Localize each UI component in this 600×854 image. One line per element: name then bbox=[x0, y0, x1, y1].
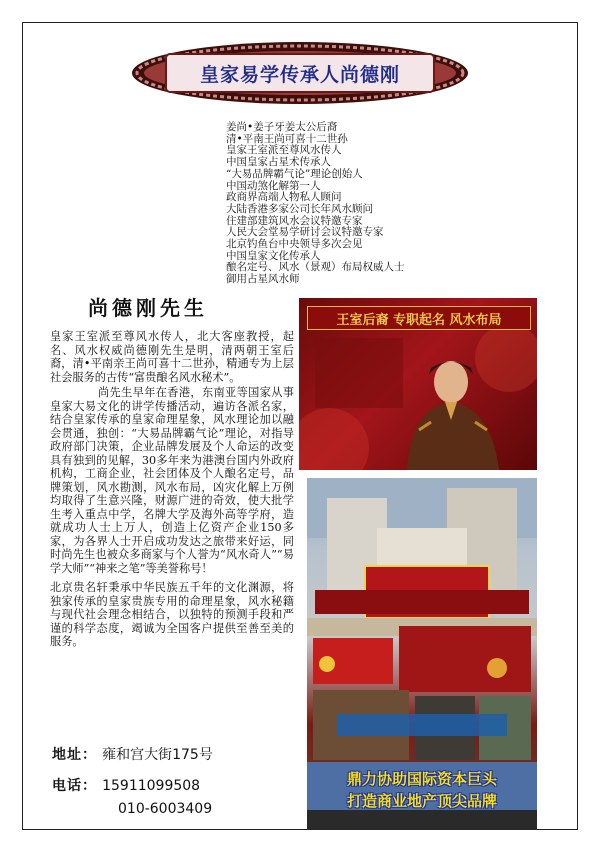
bio-paragraph-3: 北京贵名轩秉承中华民族五千年的文化渊源，将独家传承的皇家贵族专用的命理星象，风水秘籍与现代社会理念相结合，以独特的预测手段和严谨的科学态度，竭诚为全国客户提供至善至美的服务。 bbox=[50, 581, 294, 648]
credential-item: 御用占星风水师 bbox=[226, 273, 300, 286]
credential-item: 人民大会堂易学研讨会议特邀专家 bbox=[226, 226, 384, 239]
address-line bbox=[52, 744, 312, 764]
bio-paragraph-2: 尚先生早年在香港，东南亚等国家从事皇家大易文化的讲学传播活动，遍访各派名家，结合皇家传承的皇家命理星象，风水理论加以融会贯通，独创：“大易品牌霸气论”理论，对指导政府部门决策，企业品牌发展及个人命运的改变具有独到的见解，30多年来为港澳台国内外政府机构，工商企业，社会团体及个人酿名定号，品牌策划，风水勘测，风水布局，凶灾化解上万例均取得了生意兴隆，财源广进的奇效，使大批学生考入重点中学，名牌大学及海外高等学府，造就成功人士上万人，创造上亿资产企业150多家，为各界人士开启成功发达之旅带来好运，同时尚先生也被众多商家与个人誉为“风水奇人”“易学大师”“神来之笔”等美誉称号！ bbox=[50, 386, 294, 575]
slogan-line-1: 鼎力协助国际资本巨头 bbox=[346, 770, 497, 788]
credential-item: 酿名定号、风水（景观）布局权威人士 bbox=[226, 261, 405, 274]
credential-item: 姜尚•姜子牙姜太公后裔 bbox=[226, 121, 338, 133]
slogan-line-2: 打造商业地产顶尖品牌 bbox=[346, 792, 497, 810]
credential-item: 中国动煞化解第一人 bbox=[226, 179, 321, 192]
credential-item: 住建部建筑风水会议特邀专家 bbox=[226, 214, 363, 227]
phone-line bbox=[52, 775, 312, 795]
credential-item: 大陆香港多家公司长年风水顾问 bbox=[226, 202, 373, 215]
credential-item: 中国皇家文化传承人 bbox=[226, 249, 321, 262]
bio-paragraph-1: 皇家王室派至尊风水传人，北大客座教授，起名、风水权威尚德刚先生是明，清两朝王室后裔，清•平南亲王尚可喜十二世孙，精通专为上层社会服务的古传“富贵酿名风水秘术”。 bbox=[50, 330, 294, 384]
address-value: 雍和宫大街175号 bbox=[102, 747, 213, 763]
portrait-banner: 王室后裔 专职起名 风水布局 bbox=[307, 306, 531, 330]
phone-number-1: 15911099508 bbox=[102, 778, 201, 794]
biography bbox=[50, 330, 294, 651]
address-label: 地址： bbox=[52, 747, 97, 763]
credential-item: “大易品牌霸气论”理论创始人 bbox=[226, 167, 363, 180]
credential-item: 中国皇家占星术传承人 bbox=[226, 156, 331, 169]
page-title: 皇家易学传承人尚德刚 bbox=[199, 63, 400, 86]
phone-number-2: 010-6003409 bbox=[118, 801, 213, 817]
credential-item: 皇家王室派至尊风水传人 bbox=[226, 144, 342, 157]
phone-label: 电话： bbox=[52, 778, 97, 794]
credentials-list bbox=[226, 122, 526, 286]
portrait-photo bbox=[299, 298, 537, 470]
title-banner bbox=[130, 40, 470, 106]
credential-item: 北京钓鱼台中央领导多次会见 bbox=[226, 238, 363, 251]
event-collage-photo bbox=[307, 478, 537, 830]
credential-item: 政商界高端人物私人顾问 bbox=[226, 191, 342, 204]
credential-item: 清•平南王尚可喜十二世孙 bbox=[226, 132, 348, 145]
name-heading: 尚德刚先生 bbox=[88, 296, 208, 320]
